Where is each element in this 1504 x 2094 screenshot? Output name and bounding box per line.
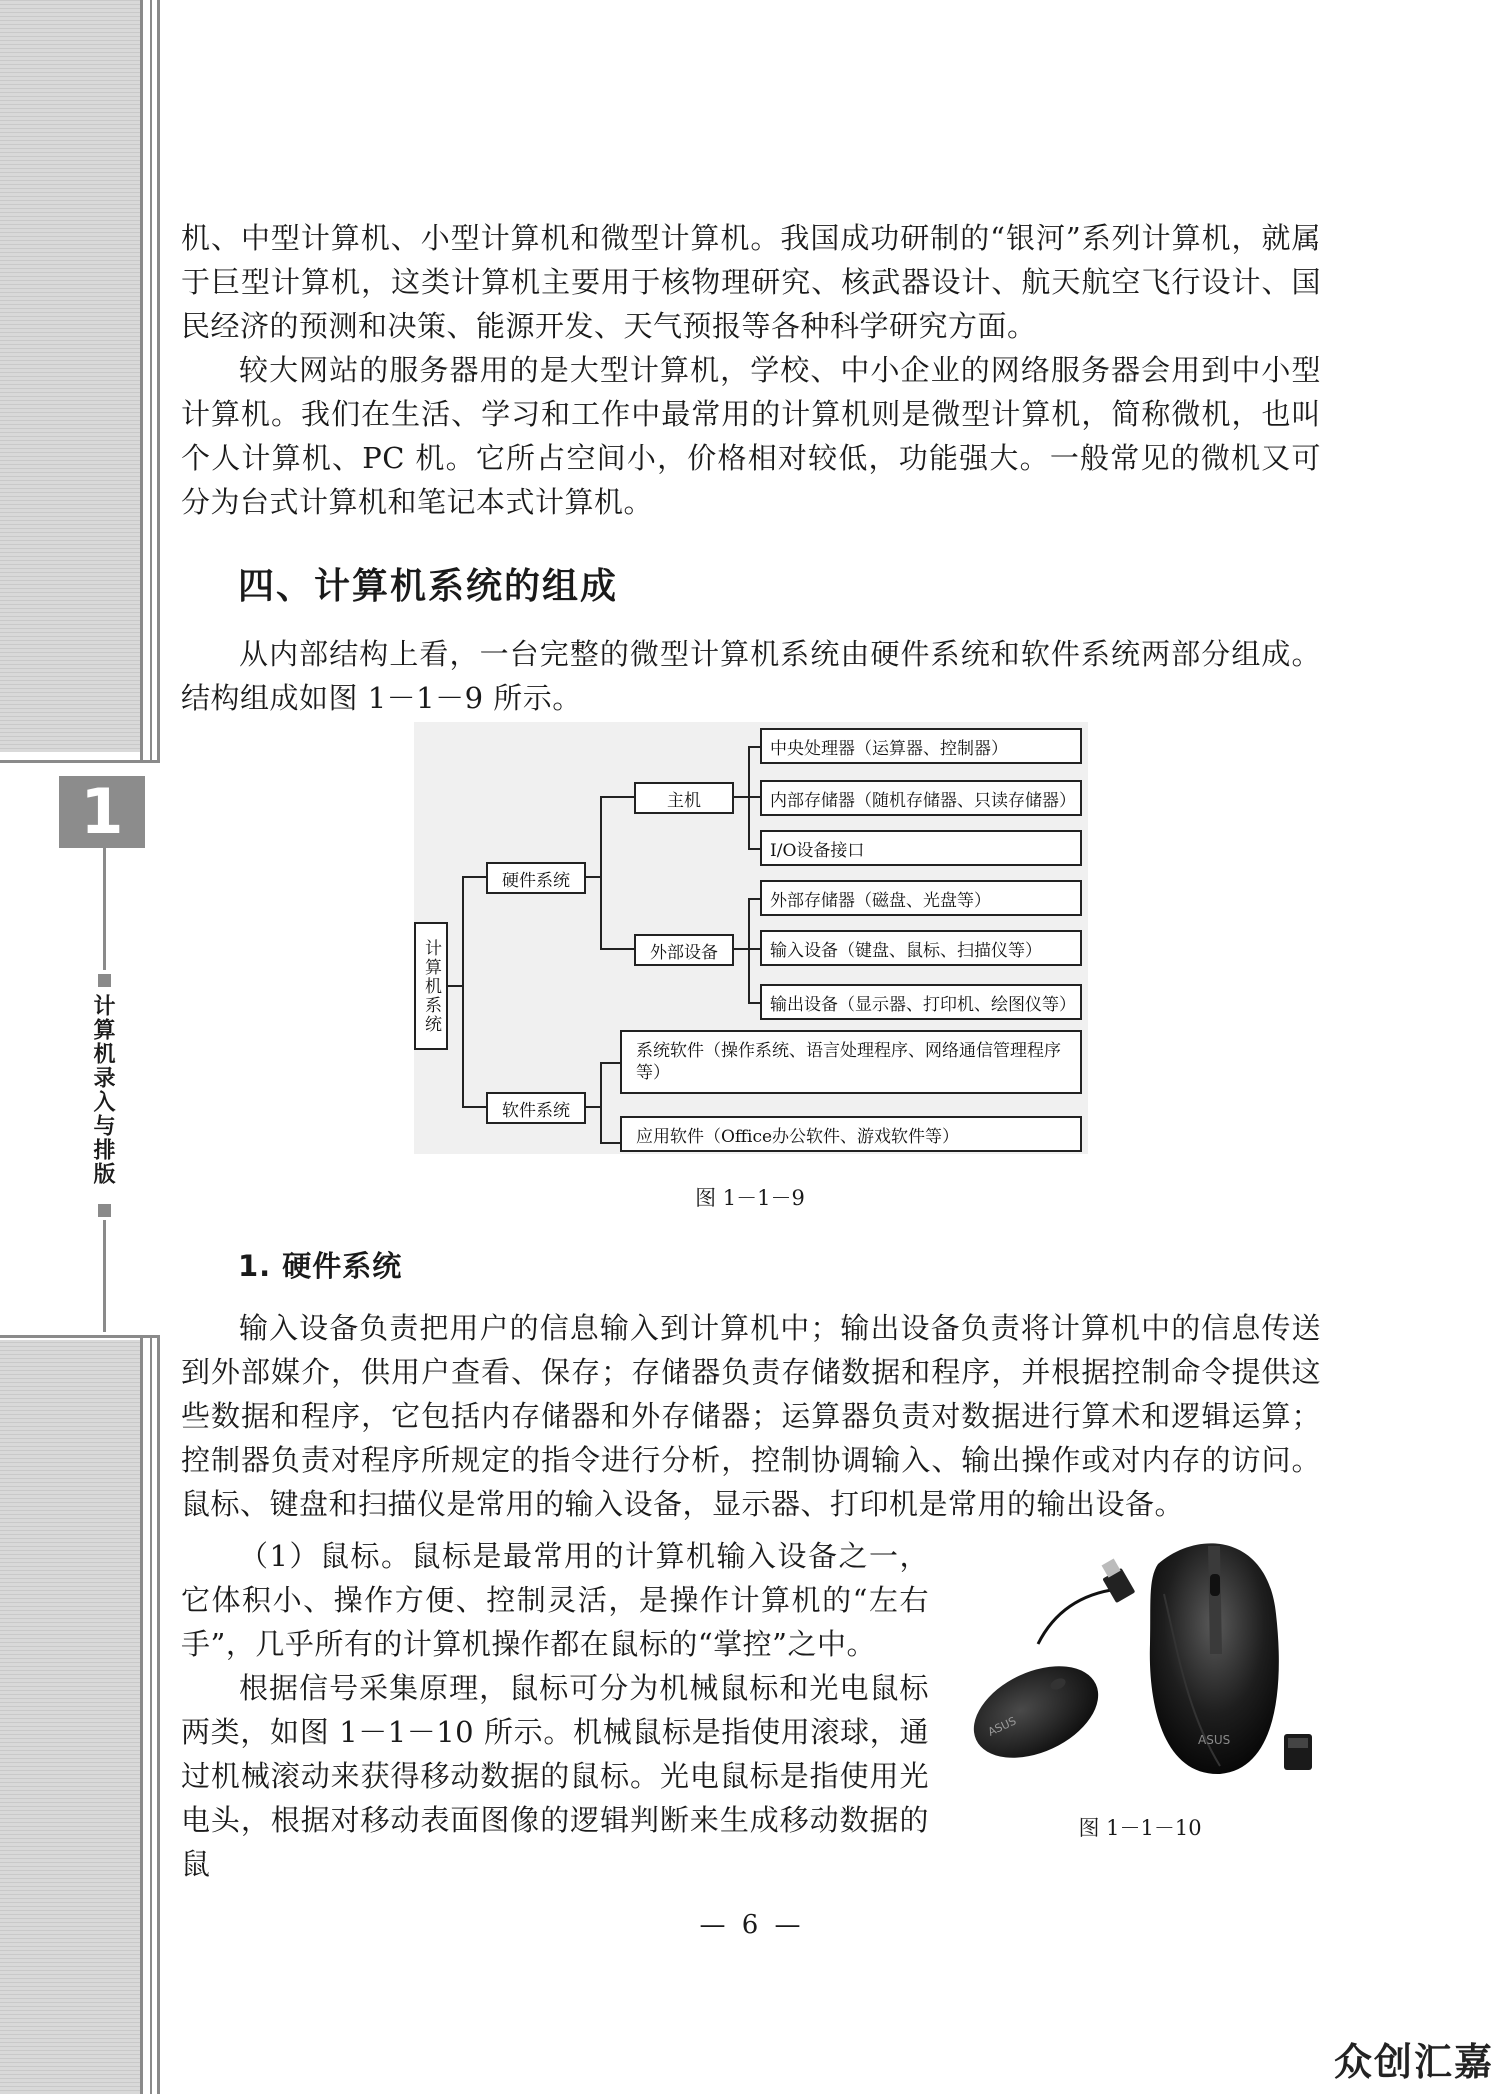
diagram-root: 计算机系统 bbox=[414, 922, 448, 1050]
connector bbox=[748, 898, 760, 900]
chapter-marker-bottom bbox=[98, 1204, 111, 1217]
paragraph-mouse-intro: （1）鼠标。鼠标是最常用的计算机输入设备之一，它体积小、操作方便、控制灵活，是操作计算机的“左右手”，几乎所有的计算机操作都在鼠标的“掌控”之中。 bbox=[181, 1539, 929, 1661]
chapter-badge bbox=[59, 776, 145, 848]
paragraph-hardware-desc: 输入设备负责把用户的信息输入到计算机中；输出设备负责将计算机中的信息传送到外部媒介，供用户查看、保存；存储器负责存储数据和程序，并根据控制命令提供这些数据和程序，它包括内存储器和外存储器；运算器负责对数据进行算术和逻辑运算；控制器负责对程序所规定的指令进行分析，控制协调输入、输出操作或对内存的访问。鼠标、键盘和扫描仪是常用的输入设备，显示器、打印机是常用的输出设备。 bbox=[181, 1311, 1321, 1521]
diagram-host: 主机 bbox=[634, 782, 734, 814]
paragraph-server-pc: 较大网站的服务器用的是大型计算机，学校、中小企业的网络服务器会用到中小型计算机。我们在生活、学习和工作中最常用的计算机则是微型计算机，简称微机，也叫个人计算机、PC 机。它所占空间小，价格相对较低，功能强大。一般常见的微机又可分为台式计算机和笔记本式计算机。 bbox=[181, 353, 1321, 519]
figure-caption-10: 图 1－1－10 bbox=[1078, 1816, 1202, 1840]
connector bbox=[448, 985, 462, 987]
diagram-software: 软件系统 bbox=[486, 1092, 586, 1124]
connector bbox=[748, 848, 760, 850]
connector bbox=[600, 1062, 602, 1142]
connector bbox=[462, 876, 486, 878]
binding-strip-top bbox=[0, 0, 140, 752]
diagram-output-devices: 输出设备（显示器、打印机、绘图仪等） bbox=[760, 984, 1082, 1020]
page-number: — 6 — bbox=[699, 1910, 805, 1940]
connector bbox=[586, 876, 600, 878]
binding-strip-bottom bbox=[0, 1340, 140, 2094]
diagram-app-software: 应用软件（Office办公软件、游戏软件等） bbox=[620, 1116, 1082, 1152]
diagram-external-storage: 外部存储器（磁盘、光盘等） bbox=[760, 880, 1082, 916]
connector bbox=[462, 876, 464, 1106]
diagram-cpu: 中央处理器（运算器、控制器） bbox=[760, 728, 1082, 764]
chapter-number: 1 bbox=[80, 775, 124, 848]
diagram-internal-storage: 内部存储器（随机存储器、只读存储器） bbox=[760, 780, 1082, 816]
section-heading: 四、计算机系统的组成 bbox=[238, 566, 619, 607]
connector bbox=[748, 898, 750, 1002]
diagram-io: I/O设备接口 bbox=[760, 830, 1082, 866]
diagram-input-devices: 输入设备（键盘、鼠标、扫描仪等） bbox=[760, 930, 1082, 966]
mouse-photo bbox=[958, 1534, 1324, 1790]
diagram-hardware: 硬件系统 bbox=[486, 862, 586, 894]
chapter-title: 计算机录入与排版 bbox=[90, 994, 115, 1186]
diagram-system-software: 系统软件（操作系统、语言处理程序、网络通信管理程序等） bbox=[620, 1030, 1082, 1094]
computer-system-diagram bbox=[414, 722, 1088, 1154]
diagram-peripherals: 外部设备 bbox=[634, 934, 734, 966]
svg-text:ASUS: ASUS bbox=[985, 1714, 1019, 1739]
connector bbox=[600, 796, 634, 798]
paragraph-computer-types: 机、中型计算机、小型计算机和微型计算机。我国成功研制的“银河”系列计算机，就属于巨型计算机，这类计算机主要用于核物理研究、核武器设计、航天航空飞行设计、国民经济的预测和决策、能源开发、天气预报等各种科学研究方面。 bbox=[181, 221, 1321, 343]
paragraph-mouse-types: 根据信号采集原理，鼠标可分为机械鼠标和光电鼠标两类，如图 1－1－10 所示。机械鼠标是指使用滚球，通过机械滚动来获得移动数据的鼠标。光电鼠标是指使用光电头，根据对移动表面图像的逻辑判断来生成移动数据的鼠 bbox=[181, 1671, 929, 1881]
connector bbox=[734, 948, 748, 950]
connector bbox=[748, 796, 760, 798]
chapter-line-upper bbox=[103, 848, 106, 970]
connector bbox=[748, 746, 760, 748]
connector bbox=[748, 1002, 760, 1004]
connector bbox=[600, 948, 634, 950]
connector bbox=[462, 1106, 486, 1108]
svg-text:ASUS: ASUS bbox=[1198, 1733, 1231, 1747]
connector bbox=[600, 796, 602, 948]
connector bbox=[586, 1106, 600, 1108]
figure-caption-9: 图 1－1－9 bbox=[695, 1186, 805, 1210]
paragraph-system-structure: 从内部结构上看，一台完整的微型计算机系统由硬件系统和软件系统两部分组成。结构组成如图 1－1－9 所示。 bbox=[181, 637, 1321, 715]
chapter-marker-top bbox=[98, 974, 111, 987]
watermark: 众创汇嘉 bbox=[1333, 2040, 1494, 2084]
connector bbox=[734, 796, 748, 798]
chapter-line-lower bbox=[103, 1220, 106, 1332]
connector bbox=[748, 948, 760, 950]
mouse-illustration bbox=[958, 1534, 1324, 1790]
subheading-hardware: 1. 硬件系统 bbox=[238, 1249, 403, 1283]
